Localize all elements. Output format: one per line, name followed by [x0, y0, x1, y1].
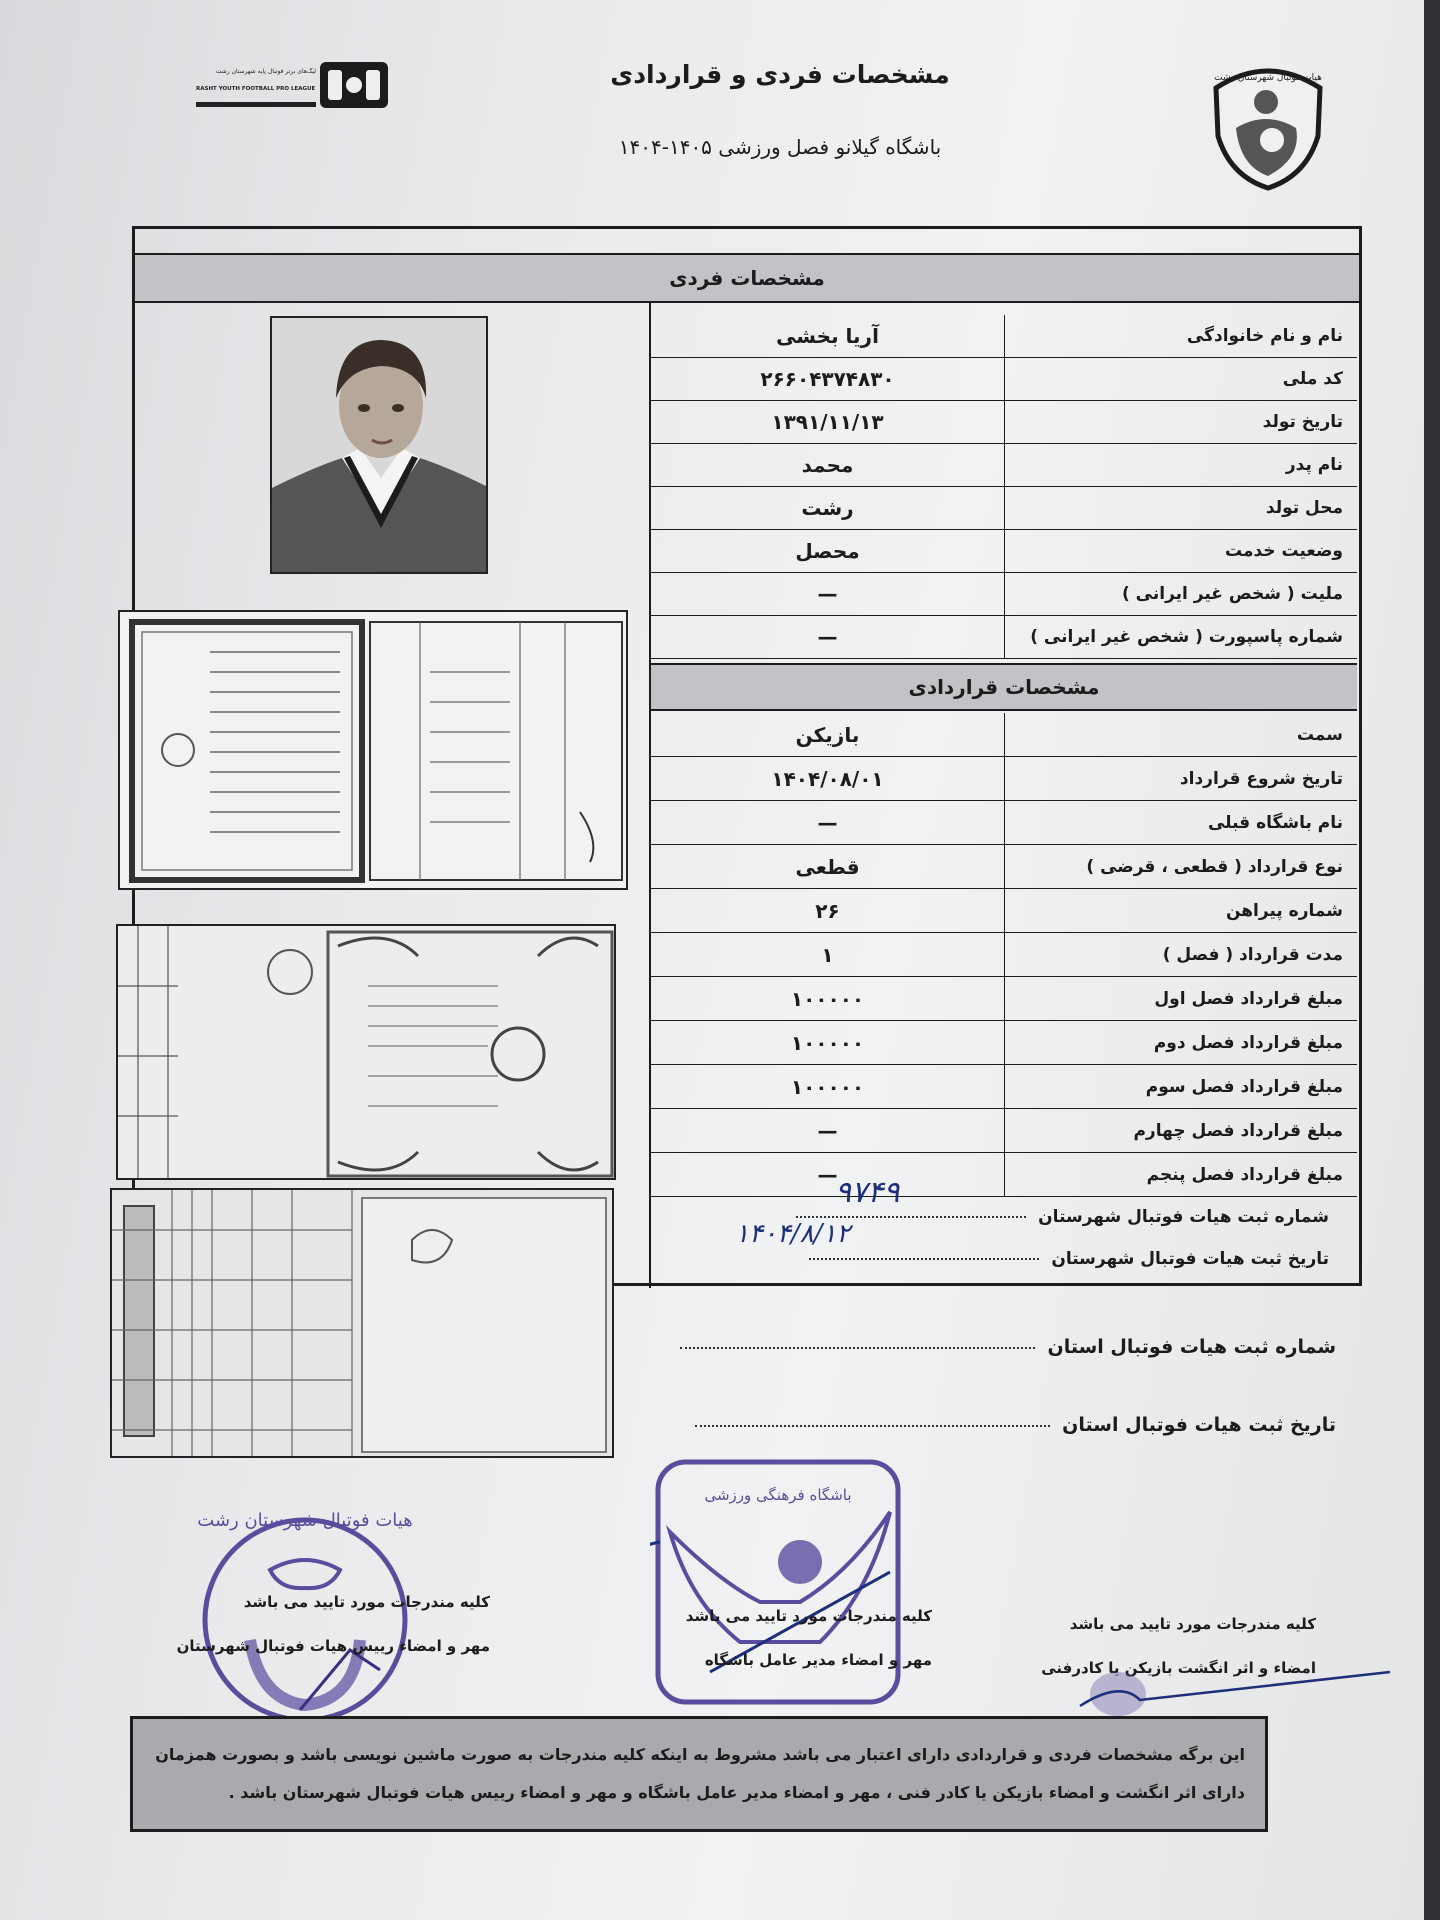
contract-row [651, 1153, 1357, 1197]
club-approval-text [632, 1594, 932, 1682]
contract-label: مبلغ قرارداد فصل پنجم [1004, 1153, 1357, 1196]
player-photo [270, 316, 488, 574]
county-reg-date-value: ۱۴۰۴/۸/۱۲ [735, 1219, 851, 1249]
personal-row [651, 401, 1357, 444]
validity-note-line2: دارای اثر انگشت و امضاء بازیکن یا کادر فنی ، مهر و امضاء مدیر عامل باشگاه و مهر و امضاء رییس هیات فوتبال شهرستان باشد . [228, 1783, 1245, 1802]
contract-row [651, 933, 1357, 977]
contract-label: مبلغ قرارداد فصل اول [1004, 977, 1357, 1020]
province-reg-date-label: تاریخ ثبت هیات فوتبال استان [1062, 1414, 1336, 1436]
county-reg-date-line [809, 1249, 1329, 1269]
school-record-image [112, 1190, 614, 1458]
personal-label: محل تولد [1004, 487, 1357, 529]
contract-value: بازیکن [795, 722, 860, 747]
contract-row [651, 845, 1357, 889]
personal-row [651, 530, 1357, 573]
league-logo-fa-text: لیگ‌های برتر فوتبال پایه شهرستان رشت [215, 68, 316, 75]
contract-value: — [817, 1162, 838, 1187]
board-stamp-text: هیات فوتبال شهرستان رشت [197, 1510, 413, 1531]
personal-label: نام و نام خانوادگی [1004, 315, 1357, 357]
page-subtitle: باشگاه گیلانو فصل ورزشی ۱۴۰۵-۱۴۰۴ [618, 135, 942, 159]
personal-value: ۱۳۹۱/۱۱/۱۳ [771, 410, 884, 434]
county-reg-number-value: ۹۷۴۹ [835, 1175, 900, 1210]
league-mark-icon [318, 60, 390, 110]
personal-row [651, 487, 1357, 530]
contract-label: مبلغ قرارداد فصل چهارم [1004, 1109, 1357, 1152]
personal-label: وضعیت خدمت [1004, 530, 1357, 572]
league-logo-bar [196, 102, 316, 107]
club-approval-line1: کلیه مندرجات مورد تایید می باشد [685, 1607, 932, 1625]
contract-row [651, 801, 1357, 845]
county-reg-number-line [796, 1207, 1329, 1227]
league-logo [196, 58, 396, 114]
board-approval-line2: مهر و امضاء رییس هیات فوتبال شهرستان [176, 1637, 490, 1655]
contract-value: قطعی [795, 854, 860, 879]
contract-value: — [817, 810, 838, 835]
player-approval-line1: کلیه مندرجات مورد تایید می باشد [1069, 1615, 1316, 1633]
contract-value: ۱ [821, 942, 834, 967]
province-reg-number-line [680, 1336, 1336, 1358]
contract-row [651, 889, 1357, 933]
page-title: مشخصات فردی و قراردادی [610, 60, 950, 89]
validity-note [130, 1716, 1268, 1832]
contract-label: سمت [1004, 713, 1357, 756]
contract-value: ۱۰۰۰۰۰ [790, 1074, 865, 1099]
personal-value: آریا بخشی [776, 324, 879, 348]
personal-row [651, 616, 1357, 659]
contract-section-header: مشخصات قراردادی [651, 663, 1357, 711]
football-board-logo-icon [1206, 58, 1330, 192]
birth-certificate-scan [118, 610, 628, 890]
contract-value: ۲۶ [815, 898, 840, 923]
contract-value: — [817, 1118, 838, 1143]
player-portrait-image [272, 318, 488, 574]
personal-value: رشت [801, 496, 854, 520]
personal-label: تاریخ تولد [1004, 401, 1357, 443]
validity-note-line1: این برگه مشخصات فردی و قراردادی دارای اعتبار می باشد مشروط به اینکه کلیه مندرجات به صورت ماشین نویسی باشد و بصورت همزمان [155, 1745, 1245, 1764]
contract-row [651, 1065, 1357, 1109]
id-card-image [118, 926, 616, 1180]
contract-row [651, 1021, 1357, 1065]
county-reg-number-dots [796, 1216, 1026, 1218]
personal-value: ۲۶۶۰۴۳۷۴۸۳۰ [760, 367, 895, 391]
personal-label: نام پدر [1004, 444, 1357, 486]
id-card-scan [116, 924, 616, 1180]
county-reg-date-label: تاریخ ثبت هیات فوتبال شهرستان [1051, 1249, 1329, 1269]
contract-label: مبلغ قرارداد فصل دوم [1004, 1021, 1357, 1064]
contract-row [651, 977, 1357, 1021]
personal-section-header: مشخصات فردی [135, 253, 1359, 303]
svg-text:هیات فوتبال شهرستان رشت: هیات فوتبال شهرستان رشت [1214, 73, 1322, 83]
county-reg-number-label: شماره ثبت هیات فوتبال شهرستان [1038, 1207, 1329, 1227]
club-approval-line2: مهر و امضاء مدیر عامل باشگاه [704, 1651, 932, 1669]
player-signature-icon [1060, 1660, 1400, 1720]
contract-label: نام باشگاه قبلی [1004, 801, 1357, 844]
personal-label: شماره پاسپورت ( شخص غیر ایرانی ) [1004, 616, 1357, 658]
contract-row [651, 713, 1357, 757]
personal-value: — [817, 625, 838, 649]
province-reg-number-dots [680, 1347, 1035, 1349]
personal-row [651, 573, 1357, 616]
birth-certificate-image [120, 612, 628, 890]
contract-label: تاریخ شروع قرارداد [1004, 757, 1357, 800]
personal-label: کد ملی [1004, 358, 1357, 400]
contract-row [651, 1109, 1357, 1153]
board-approval-line1: کلیه مندرجات مورد تایید می باشد [243, 1593, 490, 1611]
personal-value: — [817, 582, 838, 606]
contract-row [651, 757, 1357, 801]
personal-row [651, 315, 1357, 358]
personal-value: محمد [801, 453, 854, 477]
county-reg-date-dots [809, 1258, 1039, 1260]
province-reg-number-label: شماره ثبت هیات فوتبال استان [1047, 1336, 1336, 1358]
school-record-scan [110, 1188, 614, 1458]
background-surface [1424, 0, 1440, 1920]
club-stamp-text: باشگاه فرهنگی ورزشی [704, 1486, 852, 1504]
contract-label: مبلغ قرارداد فصل سوم [1004, 1065, 1357, 1108]
province-reg-date-line [695, 1414, 1336, 1436]
personal-value: محصل [795, 539, 860, 563]
contract-label: مدت قرارداد ( فصل ) [1004, 933, 1357, 976]
contract-label: نوع قرارداد ( قطعی ، قرضی ) [1004, 845, 1357, 888]
personal-label: ملیت ( شخص غیر ایرانی ) [1004, 573, 1357, 615]
league-logo-en-text: RASHT YOUTH FOOTBALL PRO LEAGUE [196, 86, 316, 92]
contract-value: ۱۰۰۰۰۰ [790, 1030, 865, 1055]
player-approval-line2: امضاء و اثر انگشت بازیکن یا کادرفنی [1041, 1659, 1316, 1677]
contract-value: ۱۰۰۰۰۰ [790, 986, 865, 1011]
board-approval-text [150, 1580, 490, 1668]
contract-label: شماره پیراهن [1004, 889, 1357, 932]
personal-row [651, 358, 1357, 401]
contract-value: ۱۴۰۴/۰۸/۰۱ [771, 766, 884, 791]
personal-row [651, 444, 1357, 487]
province-reg-date-dots [695, 1425, 1050, 1427]
